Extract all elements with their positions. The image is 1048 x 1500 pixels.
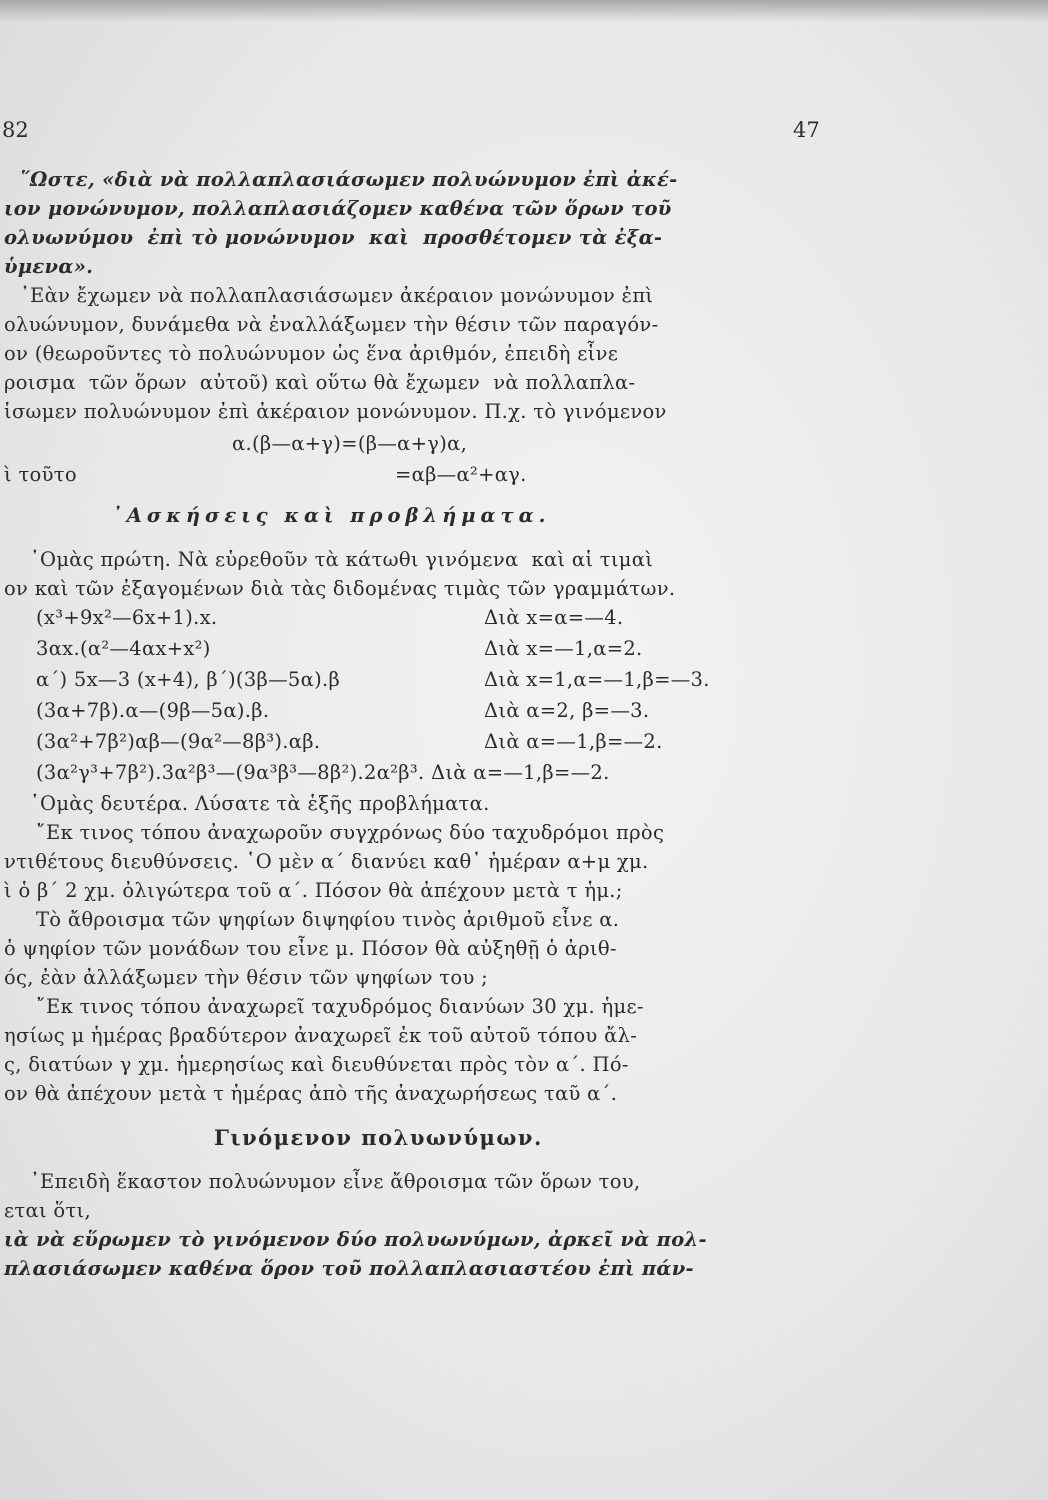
text-line: ροισμα τῶν ὅρων αὐτοῦ) καὶ οὕτω θὰ ἔχωμεν νὰ πολλαπλα- [4, 371, 636, 394]
text-line: ὶ τοῦτο [4, 463, 77, 486]
text-line: ς, διατύων γ χμ. ἡμερησίως καὶ διευθύνεται πρὸς τὸν α´. Πό- [4, 1053, 629, 1076]
text-line: ῞Ωστε, «διὰ νὰ πολλαπλασιάσωμεν πολυώνυμον ἐπὶ ἀκέ- [20, 168, 678, 191]
section-heading: Γινόμενον πολυωνύμων. [214, 1125, 543, 1150]
exercise-values: Διὰ α=2, β=—3. [484, 699, 650, 722]
exercise-expression: (3α²γ³+7β²).3α²β³—(9α³β³—8β²).2α²β³. Διὰ α=—1,β=—2. [36, 761, 610, 784]
text-line: ὶ ὁ β´ 2 χμ. ὀλιγώτερα τοῦ α´. Πόσον θὰ ἀπέχουν μετὰ τ ἡμ.; [4, 879, 623, 902]
text-line: ῎Εκ τινος τόπου ἀναχωροῦν συγχρόνως δύο ταχυδρόμοι πρὸς [36, 821, 665, 844]
text-line: ιὰ νὰ εὕρωμεν τὸ γινόμενον δύο πολυωνύμων, ἀρκεῖ νὰ πολ- [4, 1228, 707, 1251]
text-line: ον θὰ ἀπέχουν μετὰ τ ἡμέρας ἀπὸ τῆς ἀναχωρήσεως ταῦ α´. [4, 1082, 618, 1105]
exercise-expression: (3α²+7β²)αβ—(9α²—8β³).αβ. [36, 730, 321, 753]
text-line: ον (θεωροῦντες τὸ πολυώνυμον ὡς ἕνα ἀριθμόν, ἐπειδὴ εἶνε [4, 342, 619, 365]
text-line: ντιθέτους διευθύνσεις. ῾Ο μὲν α´ διανύει καθ᾿ ἡμέραν α+μ χμ. [4, 850, 649, 873]
text-line: ἱσωμεν πολυώνυμον ἐπὶ ἀκέραιον μονώνυμον. Π.χ. τὸ γινόμενον [4, 400, 667, 423]
text-line: ός, ἐὰν ἀλλάξωμεν τὴν θέσιν τῶν ψηφίων του ; [4, 966, 488, 989]
formula-line: =αβ—α²+αγ. [395, 463, 527, 486]
text-line: Τὸ ἄθροισμα τῶν ψηφίων διψηφίου τινὸς ἀριθμοῦ εἶνε α. [36, 908, 620, 931]
text-line: πλασιάσωμεν καθένα ὅρον τοῦ πολλαπλασιαστέου ἐπὶ πάν- [4, 1257, 694, 1280]
text-line: ιον μονώνυμον, πολλαπλασιάζομεν καθένα τῶν ὅρων τοῦ [4, 197, 672, 220]
text-line: ᾿Επειδὴ ἕκαστον πολυώνυμον εἶνε ἄθροισμα τῶν ὅρων του, [30, 1170, 641, 1193]
text-line: εται ὅτι, [4, 1199, 91, 1222]
text-line: ῎Εκ τινος τόπου ἀναχωρεῖ ταχυδρόμος διανύων 30 χμ. ἡμε- [36, 995, 644, 1018]
page-number-left: 82 [2, 118, 29, 142]
text-line: ὁ ψηφίον τῶν μονάδων του εἶνε μ. Πόσον θὰ αὐξηθῇ ὁ ἀριθ- [4, 937, 617, 960]
exercise-values: Διὰ x=—1,α=2. [484, 637, 643, 660]
exercise-expression: 3αx.(α²—4αx+x²) [36, 637, 211, 660]
formula-line: α.(β—α+γ)=(β—α+γ)α, [232, 432, 468, 455]
exercise-expression: (3α+7β).α—(9β—5α).β. [36, 699, 270, 722]
exercise-values: Διὰ x=1,α=—1,β=—3. [484, 668, 710, 691]
text-line: ῾Ομὰς πρώτη. Νὰ εὑρεθοῦν τὰ κάτωθι γινόμενα καὶ αἱ τιμαὶ [30, 548, 654, 571]
text-line: ον καὶ τῶν ἐξαγομένων διὰ τὰς διδομένας τιμὰς τῶν γραμμάτων. [4, 577, 676, 600]
exercise-expression: α´) 5x—3 (x+4), β´)(3β—5α).β [36, 668, 341, 691]
section-heading: ᾿Ασκήσεις καὶ προβλήματα. [112, 504, 551, 527]
text-line: ολυώνυμον, δυνάμεθα νὰ ἐναλλάξωμεν τὴν θέσιν τῶν παραγόν- [4, 313, 659, 336]
text-line: ησίως μ ἡμέρας βραδύτερον ἀναχωρεῖ ἐκ τοῦ αὐτοῦ τόπου ἄλ- [4, 1024, 638, 1047]
text-line: ὑμενα». [4, 255, 94, 278]
page-edge-shadow [0, 0, 1048, 22]
exercise-expression: (x³+9x²—6x+1).x. [36, 606, 218, 629]
exercise-values: Διὰ α=—1,β=—2. [484, 730, 663, 753]
page-number-right: 47 [793, 118, 820, 142]
exercise-values: Διὰ x=α=—4. [484, 606, 624, 629]
text-line: ολυωνύμου ἐπὶ τὸ μονώνυμον καὶ προσθέτομεν τὰ ἐξα- [4, 226, 663, 249]
text-line: ᾿Εὰν ἔχωμεν νὰ πολλαπλασιάσωμεν ἀκέραιον μονώνυμον ἐπὶ [20, 284, 654, 307]
text-line: ῾Ομὰς δευτέρα. Λύσατε τὰ ἑξῆς προβλήματα. [30, 792, 490, 815]
